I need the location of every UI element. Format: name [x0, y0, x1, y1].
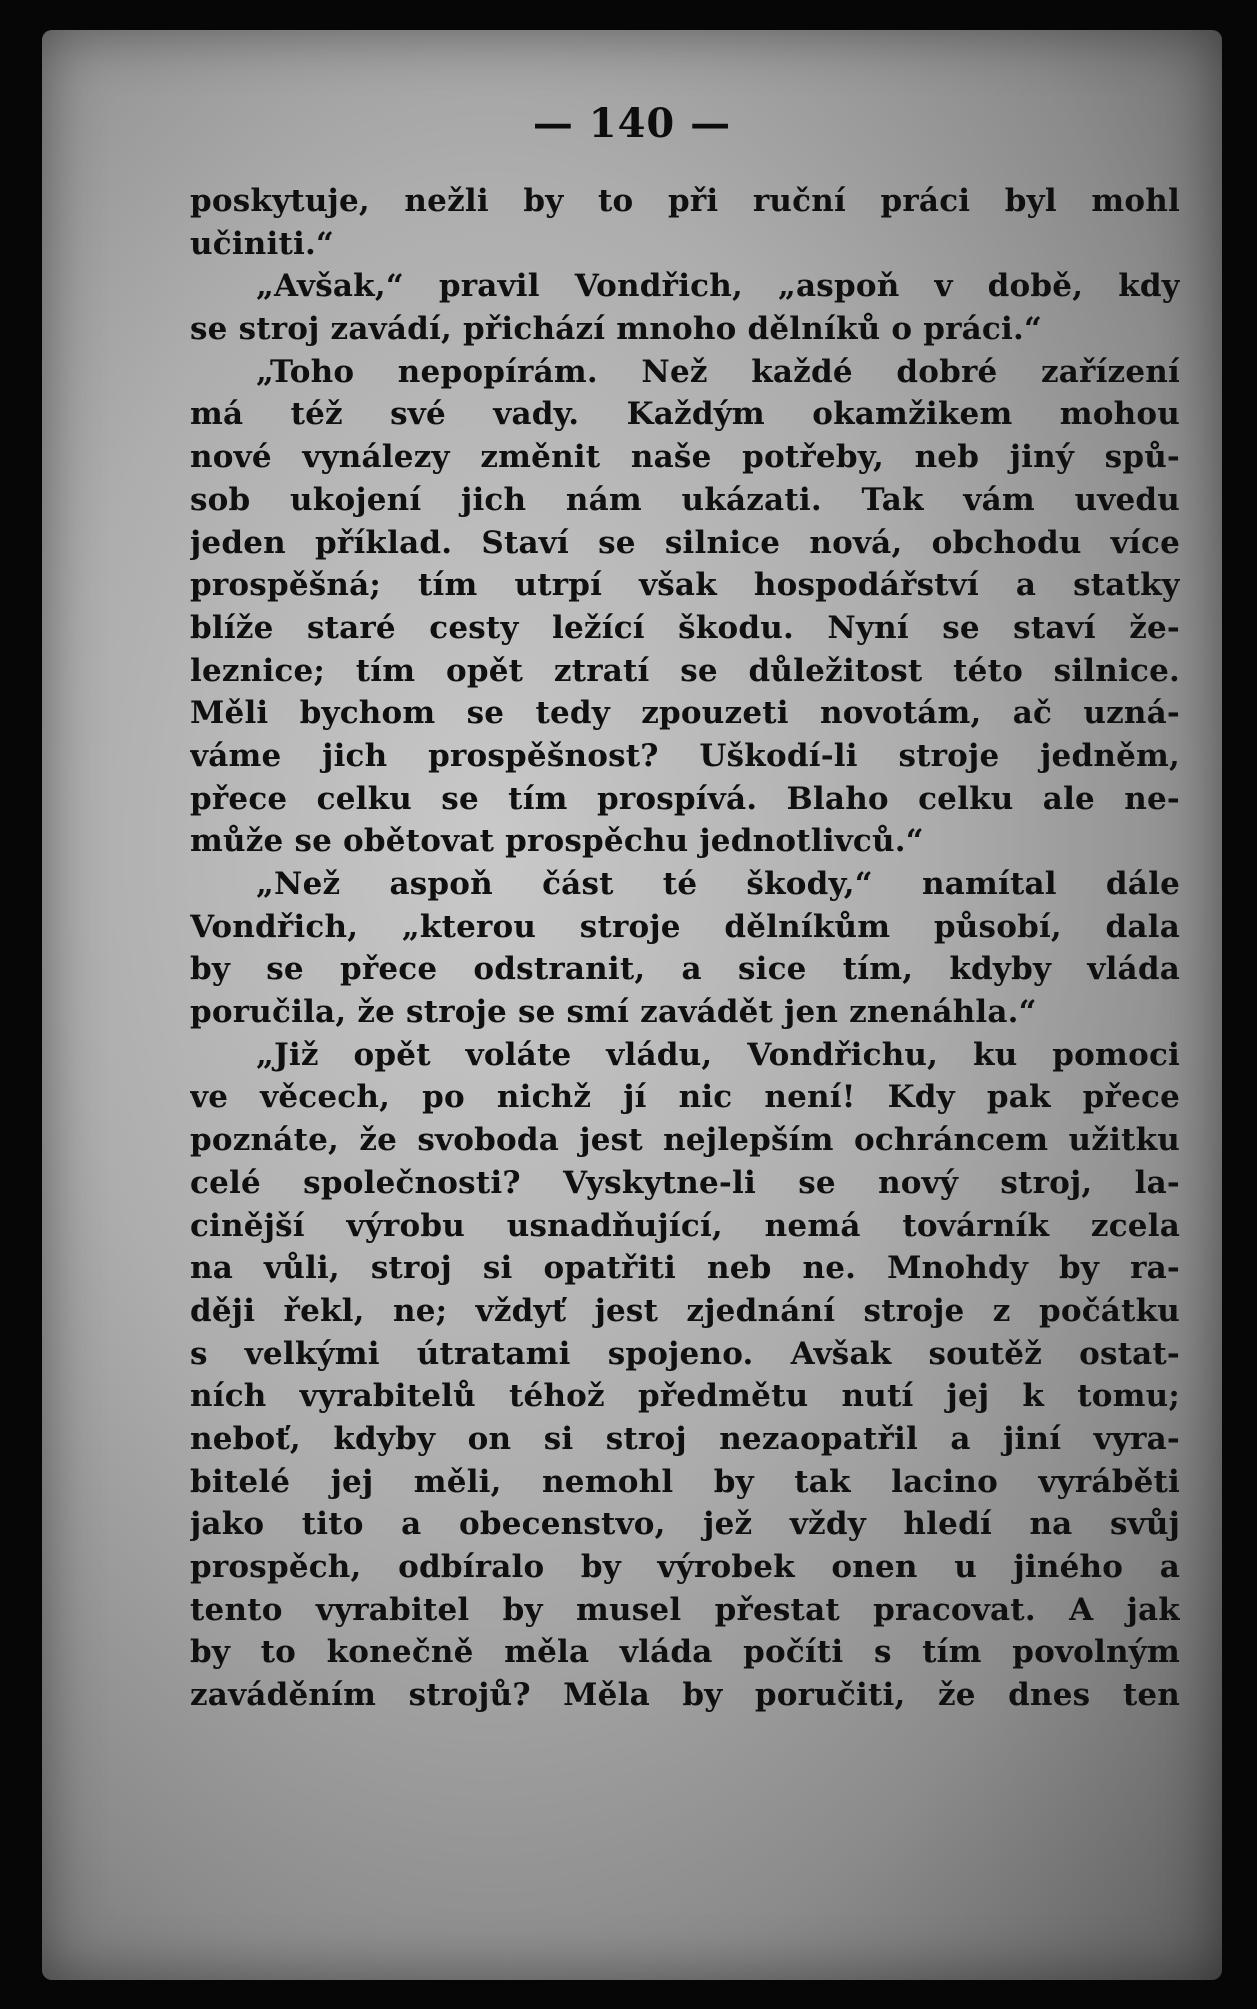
text-line: „Toho nepopírám. Než každé dobré zařízení — [256, 353, 1180, 390]
text-line: neboť, kdyby on si stroj nezaopatřil a jiní vyra- — [190, 1420, 1180, 1457]
text-line: na vůli, stroj si opatřiti neb ne. Mnohdy by ra- — [190, 1250, 1180, 1287]
text-line: prospěch, odbíralo by výrobek onen u jiného a — [190, 1549, 1180, 1585]
text-line: „Avšak,“ pravil Vondřich, „aspoň v době, kdy — [256, 268, 1180, 305]
book-page — [42, 30, 1222, 1980]
text-line: poručila, že stroje se smí zavádět jen znenáhla.“ — [190, 994, 1037, 1031]
text-line: se stroj zavádí, přichází mnoho dělníků o práci.“ — [190, 311, 1043, 348]
text-line: by se přece odstranit, a sice tím, kdyby vláda — [190, 951, 1180, 988]
text-line: jako tito a obecenstvo, jež vždy hledí na svůj — [190, 1506, 1180, 1543]
text-line: tento vyrabitel by musel přestat pracovat. A jak — [190, 1591, 1180, 1628]
page-number: — 140 — — [532, 100, 732, 147]
text-line: ních vyrabitelů téhož předmětu nutí jej k tomu; — [190, 1378, 1180, 1415]
text-line: ve věcech, po nichž jí nic není! Kdy pak přece — [190, 1079, 1180, 1116]
text-line: blíže staré cesty ležící škodu. Nyní se staví že- — [190, 609, 1180, 646]
text-line: „Než aspoň část té škody,“ namítal dále — [256, 866, 1180, 902]
text-line: jeden příklad. Staví se silnice nová, obchodu více — [190, 524, 1180, 561]
text-line: učiniti.“ — [190, 225, 335, 262]
text-line: by to konečně měla vláda počíti s tím povolným — [190, 1634, 1180, 1671]
text-line: má též své vady. Každým okamžikem mohou — [190, 396, 1180, 433]
text-line: váme jich prospěšnost? Uškodí-li stroje jedněm, — [190, 737, 1180, 774]
text-line: Měli bychom se tedy zpouzeti novotám, ač uzná- — [190, 695, 1180, 732]
text-line: sob ukojení jich nám ukázati. Tak vám uvedu — [190, 481, 1180, 518]
text-line: s velkými útratami spojeno. Avšak soutěž ostat- — [190, 1335, 1180, 1372]
text-line: může se obětovat prospěchu jednotlivců.“ — [190, 823, 924, 860]
text-line: poskytuje, nežli by to při ruční práci byl mohl — [190, 183, 1180, 219]
body-text — [190, 180, 1180, 1717]
text-line: přece celku se tím prospívá. Blaho celku ale ne- — [190, 780, 1180, 817]
text-line: „Již opět voláte vládu, Vondřichu, ku pomoci — [256, 1036, 1180, 1073]
text-line: zaváděním strojů? Měla by poručiti, že dnes ten — [190, 1677, 1180, 1714]
text-line: ději řekl, ne; vždyť jest zjednání stroje z počátku — [190, 1292, 1180, 1329]
text-line: prospěšná; tím utrpí však hospodářství a statky — [190, 567, 1180, 604]
text-line: leznice; tím opět ztratí se důležitost této silnice. — [190, 652, 1180, 689]
text-line: poznáte, že svoboda jest nejlepším ochráncem užitku — [190, 1122, 1180, 1159]
text-line: celé společnosti? Vyskytne-li se nový stroj, la- — [190, 1164, 1180, 1201]
text-line: nové vynálezy změnit naše potřeby, neb jiný spů- — [190, 439, 1180, 476]
text-line: cinější výrobu usnadňující, nemá továrník zcela — [190, 1207, 1180, 1244]
text-line: Vondřich, „kterou stroje dělníkům působí, dala — [190, 908, 1180, 945]
text-line: bitelé jej měli, nemohl by tak lacino vyráběti — [190, 1463, 1180, 1500]
